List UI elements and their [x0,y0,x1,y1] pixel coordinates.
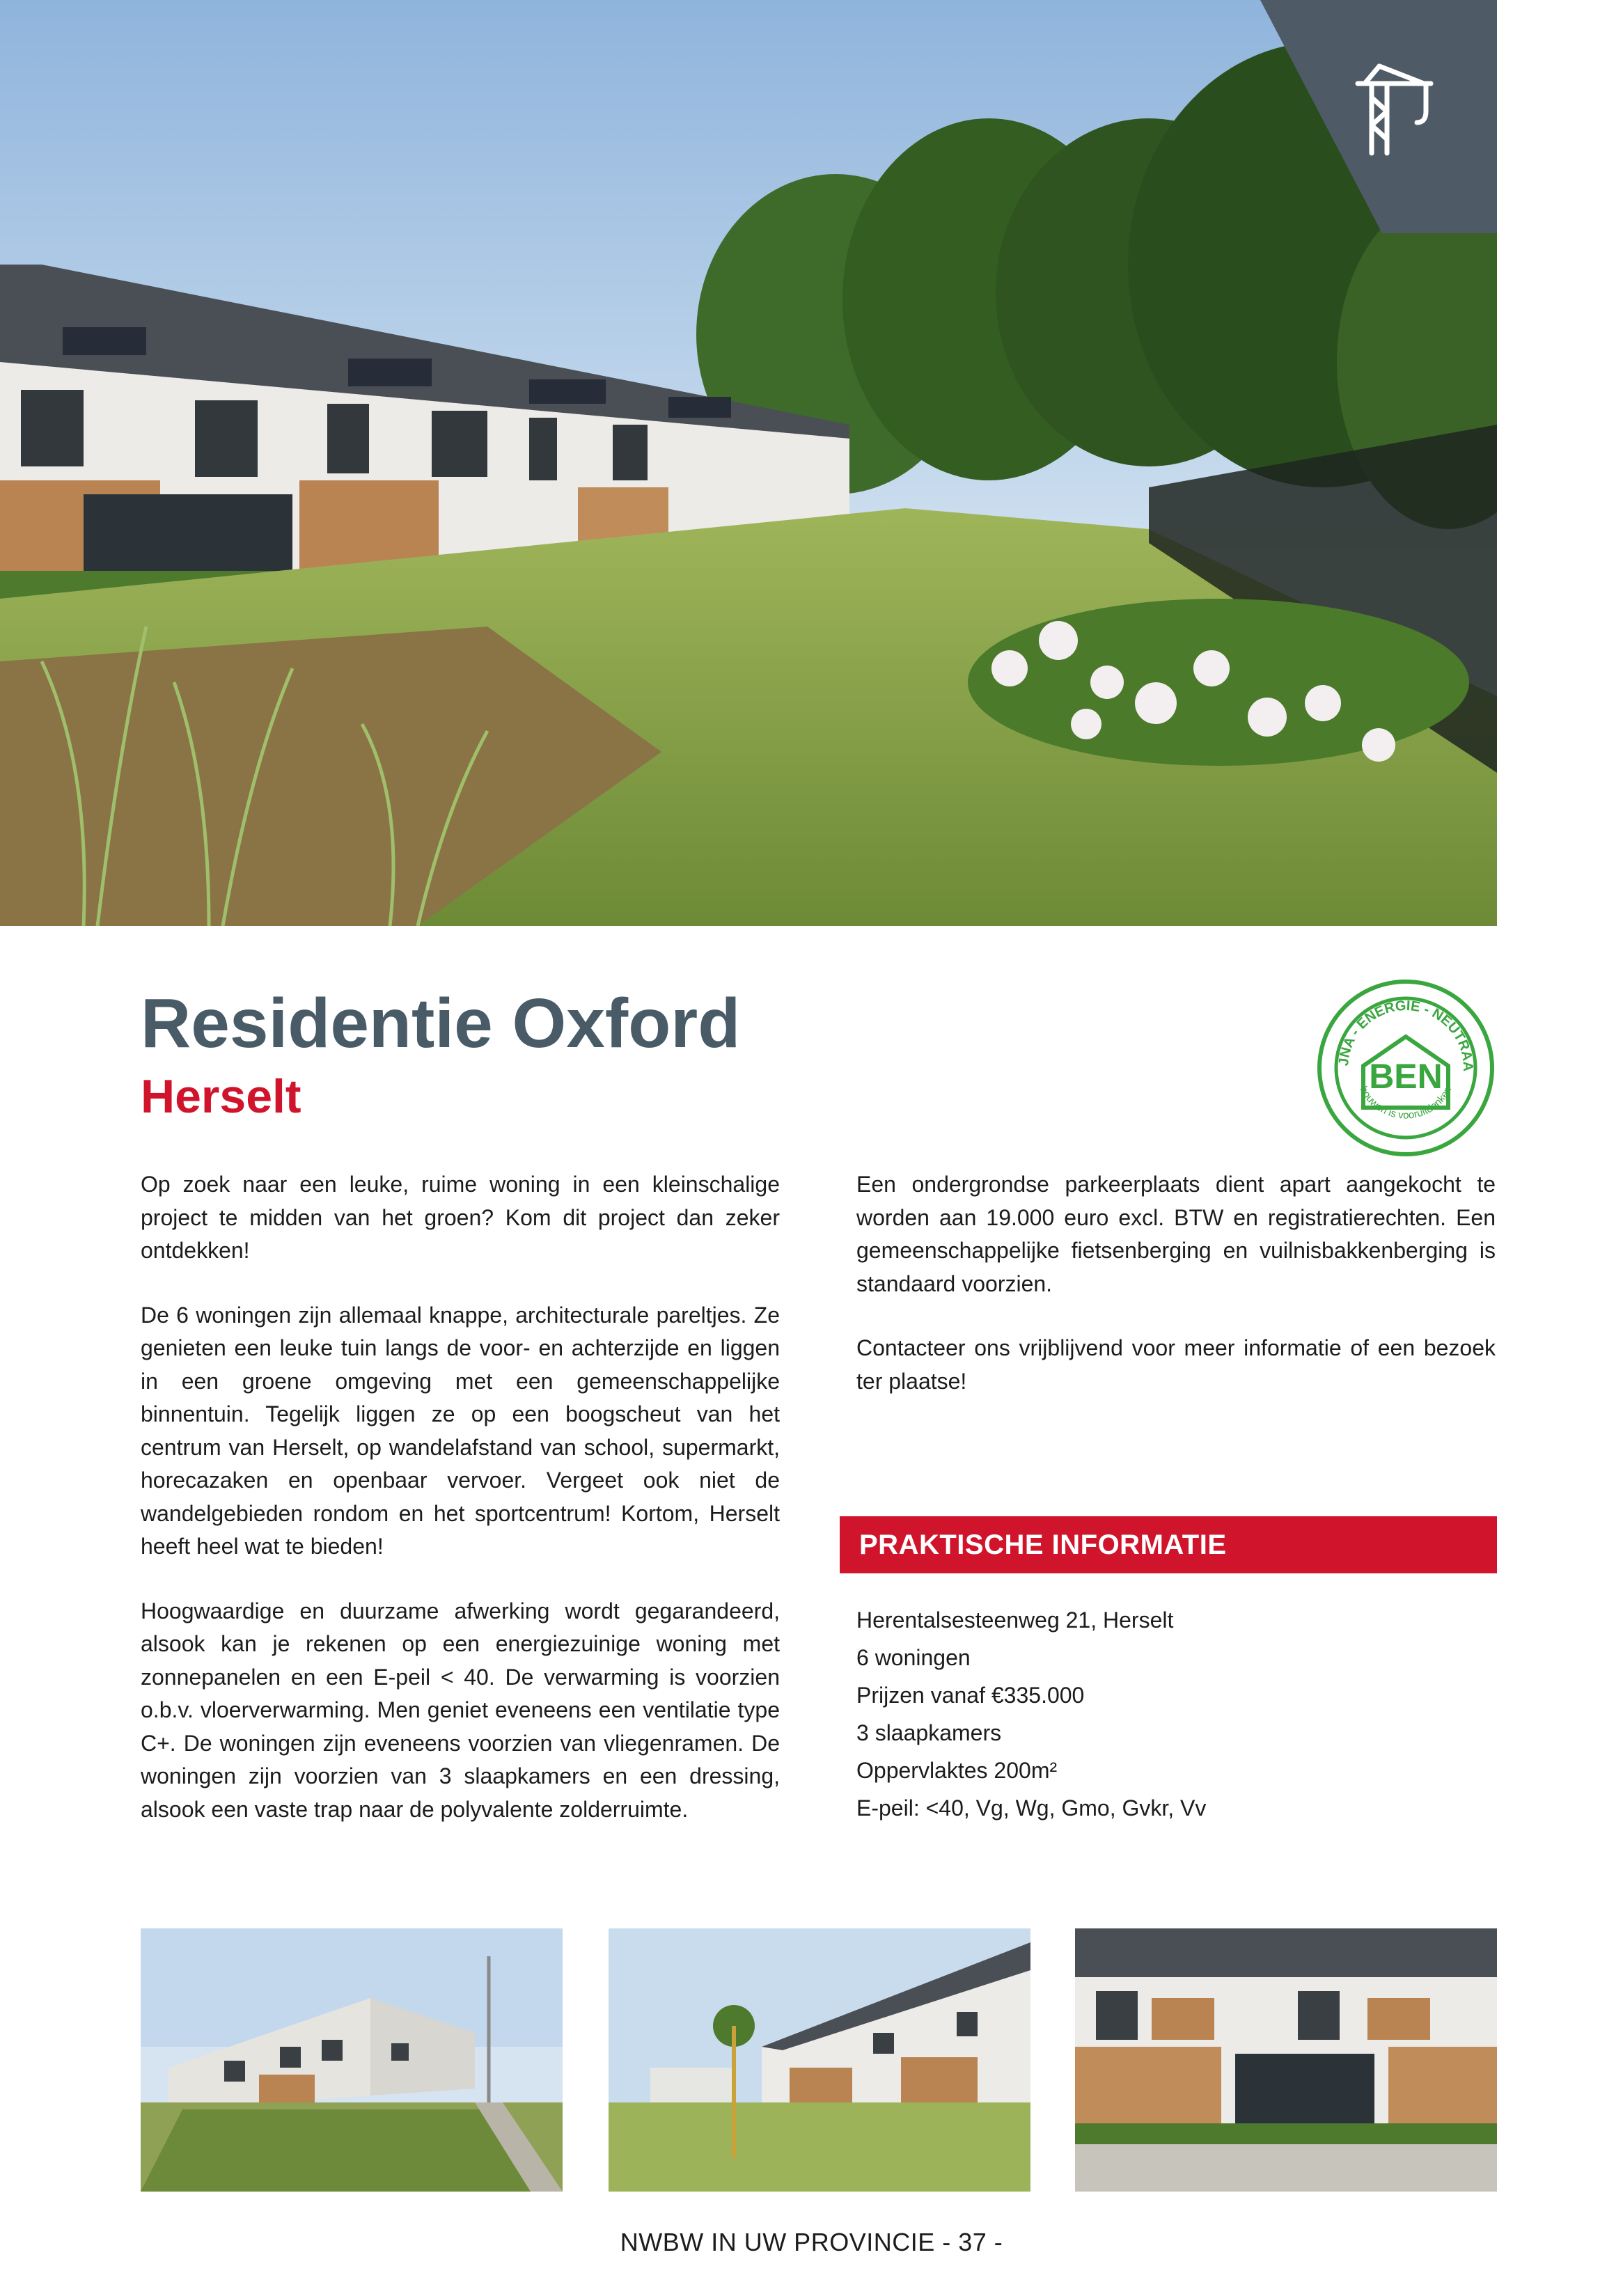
badge-tagline: bouwen is vooruitdenken [1357,1084,1455,1122]
info-item: E-peil: <40, Vg, Wg, Gmo, Gvkr, Vv [856,1795,1207,1821]
badge-arc-text: JNA - ENERGIE - NEUTRAA [1335,998,1476,1072]
badge-main: BEN [1369,1057,1443,1096]
info-heading: PRAKTISCHE INFORMATIE [840,1516,1497,1573]
page-number: - 37 - [942,2228,1003,2256]
photo-garden-view [609,1928,1030,2192]
page-title: Residentie Oxford [141,984,741,1062]
paragraph: Contacteer ons vrijblijvend voor meer informatie of een bezoek ter plaatse! [856,1335,1496,1394]
page-subtitle: Herselt [141,1070,301,1123]
info-item: 3 slaapkamers [856,1720,1002,1745]
body-right-column [856,1168,1496,1429]
photo-street-view [141,1928,563,2192]
paragraph: De 6 woningen zijn allemaal knappe, architecturale pareltjes. Ze genieten een leuke tuin langs de voor- en achterzijde en liggen in een groene omgeving met een gemeenschappelijke binnentuin. Tegelijk liggen ze op een boogscheut van het centrum van Herselt, op wandelafstand van school, supermarkt, horecazaken en openbaar vervoer. Vergeet ook niet de wandelgebieden rondom en het sportcentrum! Kortom, Herselt heeft heel wat te bieden! [141,1302,780,1559]
footer [0,2228,1623,2257]
info-item: Prijzen vanaf €335.000 [856,1683,1085,1708]
corner-tab [1260,0,1497,233]
paragraph: Een ondergrondse parkeerplaats dient apart aangekocht te worden aan 19.000 euro excl. BTW en registratierechten. Een gemeenschappelijke fietsenberging en vuilnisbakkenberging is standaard voorzien. [856,1172,1496,1296]
paragraph: Op zoek naar een leuke, ruime woning in een kleinschalige project te midden van het groen? Kom dit project dan zeker ontdekken! [141,1172,780,1263]
info-item: 6 woningen [856,1645,971,1670]
info-list [856,1601,1483,1827]
info-item: Herentalsesteenweg 21, Herselt [856,1607,1174,1633]
photo-facade-view [1075,1928,1497,2192]
ben-badge [1315,977,1497,1159]
body-left-column [141,1168,780,1857]
info-item: Oppervlaktes 200m² [856,1758,1058,1783]
paragraph: Hoogwaardige en duurzame afwerking wordt gegarandeerd, alsook kan je rekenen op een energiezuinige woning met zonnepanelen en een E-peil < 40. De verwarming is voorzien o.b.v. vloerverwarming. Men geniet eveneens een ventilatie type C+. De woningen zijn eveneens voorzien van vliegenramen. De woningen zijn voorzien van 3 slaapkamers en een dressing, alsook een vaste trap naar de polyvalente zolderruimte. [141,1598,780,1822]
footer-label: NWBW IN UW PROVINCIE [620,2228,935,2256]
